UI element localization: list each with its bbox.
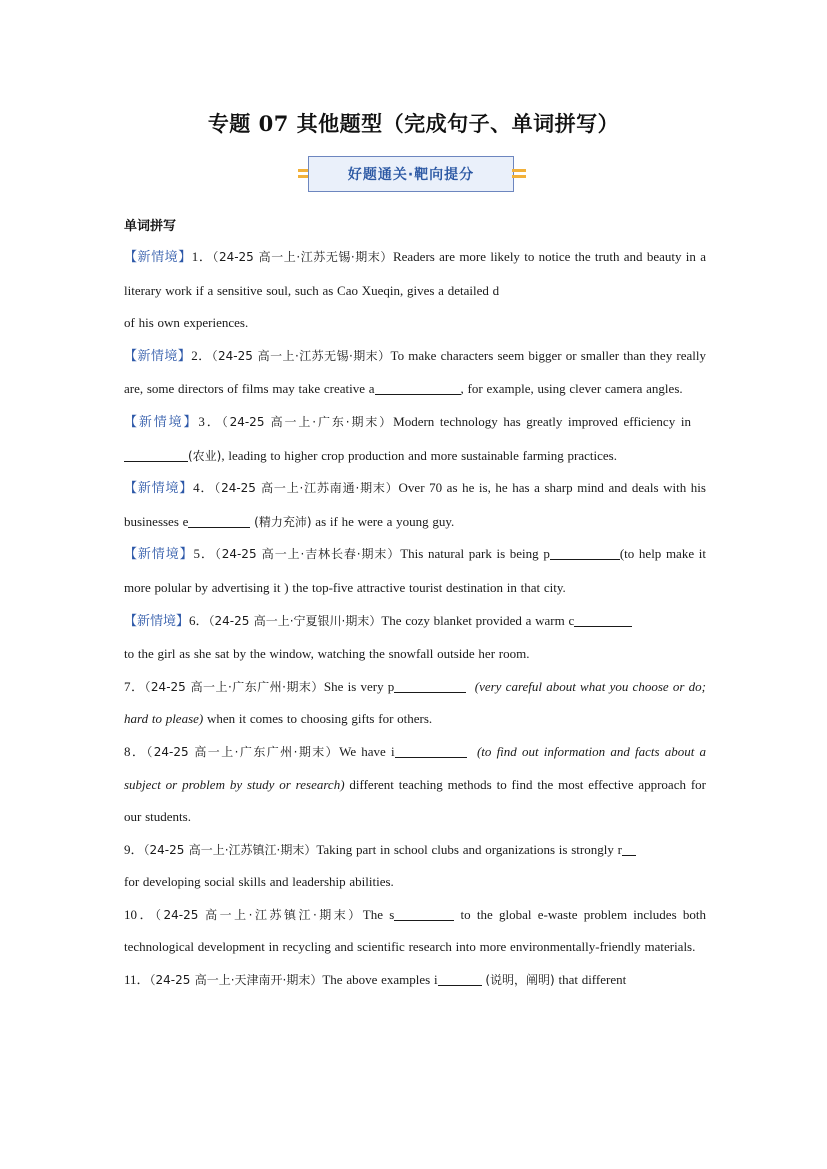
question-5 [124, 538, 706, 604]
question-text: She is very p [323, 678, 395, 694]
question-text: The above examples i [322, 972, 438, 988]
question-hint: (精力充沛) [254, 514, 312, 529]
answer-blank[interactable] [574, 612, 632, 627]
question-text-cont: of his own experiences. [124, 315, 249, 331]
question-text: Taking part in school clubs and organizations is strongly r [316, 841, 622, 857]
question-number: 5． [193, 546, 215, 562]
question-source: （24-25 高一上·江苏南通·期末） [214, 481, 399, 496]
question-tag: 【新情境】 [124, 414, 199, 430]
answer-blank[interactable] [395, 743, 467, 758]
question-tag: 【新情境】 [124, 547, 194, 563]
question-number: 2． [191, 347, 212, 363]
question-hint: (说明，阐明) [485, 973, 555, 988]
answer-blank[interactable] [394, 906, 454, 921]
question-text-cont: when it comes to choosing gifts for others. [203, 711, 433, 727]
question-number: 11． [124, 972, 150, 988]
question-text: To make characters seem bigger or smaller than they really are, some directors of films may take creative a [124, 347, 706, 397]
question-number: 6． [189, 612, 209, 628]
question-tag: 【新情境】 [124, 250, 192, 265]
question-number: 7． [124, 678, 145, 694]
question-text-cont: that different [554, 972, 627, 988]
section-banner [298, 156, 526, 196]
question-text: Readers are more likely to notice the truth and beauty in a literary work if a sensitive soul, such as Cao Xueqin, gives a detailed d [124, 249, 706, 298]
banner-box [308, 156, 514, 192]
question-source: （24-25 高一上·江苏镇江·期末） [155, 907, 363, 922]
question-number: 1． [191, 249, 213, 264]
question-10 [124, 899, 706, 964]
answer-blank[interactable] [438, 971, 482, 986]
question-source: （24-25 高一上·广东·期末） [221, 414, 394, 429]
question-number: 4． [193, 480, 215, 496]
question-source: （24-25 高一上·广东广州·期末） [144, 679, 324, 694]
question-text: The cozy blanket provided a warm c [381, 612, 575, 628]
question-number: 3． [198, 413, 222, 429]
answer-blank[interactable] [550, 545, 620, 560]
question-text: The s [362, 906, 395, 922]
question-tag: 【新情境】 [124, 613, 190, 629]
question-text-cont: for developing social skills and leadership abilities. [124, 874, 394, 890]
question-source: （24-25 高一上·广东广州·期末） [146, 744, 340, 759]
question-text-cont: as if he were a young guy. [311, 513, 455, 529]
question-3 [124, 406, 706, 472]
question-text-cont: to the global e-waste problem includes both technological development in recycling and scientific research into more environmentally-friendly materials. [124, 906, 706, 955]
question-hint: (to find out information and facts about a subject or problem by study or research) [124, 743, 706, 792]
question-6 [124, 605, 706, 671]
question-source: （24-25 高一上·吉林长春·期末） [214, 547, 401, 562]
question-text-cont: (to help make it more polular by advertising it ) the top-five attractive tourist destination in that city. [124, 546, 706, 595]
question-7 [124, 671, 706, 736]
question-source: （24-25 高一上·天津南开·期末） [149, 973, 323, 988]
question-list [124, 241, 706, 997]
question-tag: 【新情境】 [124, 348, 192, 364]
question-number: 8． [124, 743, 147, 759]
question-text-cont: , leading to higher crop production and more sustainable farming practices. [221, 447, 617, 463]
question-tag: 【新情境】 [124, 481, 194, 497]
question-8 [124, 736, 706, 834]
question-hint: (very careful about what you choose or do; hard to please) [124, 678, 706, 727]
question-text-cont: different teaching methods to find the most effective approach for our students. [124, 776, 706, 825]
question-number: 10． [124, 906, 155, 922]
banner-text: 好题通关·靶向提分 [347, 167, 475, 183]
question-text: Over 70 as he is, he has a sharp mind and deals with his businesses e [124, 480, 706, 529]
question-hint: (农业) [188, 448, 222, 463]
question-source: （24-25 高一上·江苏无锡·期末） [212, 250, 393, 264]
answer-blank[interactable] [375, 380, 461, 395]
question-text-cont: to the girl as she sat by the window, watching the snowfall outside her room. [124, 646, 530, 662]
question-source: （24-25 高一上·江苏无锡·期末） [211, 348, 391, 363]
page-title: 专题 07 其他题型（完成句子、单词拼写） [207, 111, 620, 136]
answer-blank[interactable] [394, 678, 466, 693]
question-text: This natural park is being p [400, 546, 550, 562]
question-1 [124, 241, 706, 340]
question-text: Modern technology has greatly improved efficiency in [393, 413, 697, 429]
question-2 [124, 340, 706, 406]
question-source: （24-25 高一上·江苏镇江·期末） [143, 842, 317, 857]
answer-blank[interactable] [124, 447, 188, 462]
question-9 [124, 834, 706, 899]
question-4 [124, 472, 706, 538]
question-text-cont: , for example, using clever camera angles. [460, 381, 683, 397]
answer-blank[interactable] [188, 513, 250, 528]
question-source: （24-25 高一上·宁夏银川·期末） [208, 613, 382, 628]
question-number: 9． [124, 841, 144, 857]
banner-right-decoration-icon [512, 169, 526, 183]
question-text: We have i [339, 743, 395, 759]
section-heading: 单词拼写 [124, 219, 177, 234]
answer-blank[interactable] [622, 841, 636, 856]
question-11 [124, 964, 706, 997]
